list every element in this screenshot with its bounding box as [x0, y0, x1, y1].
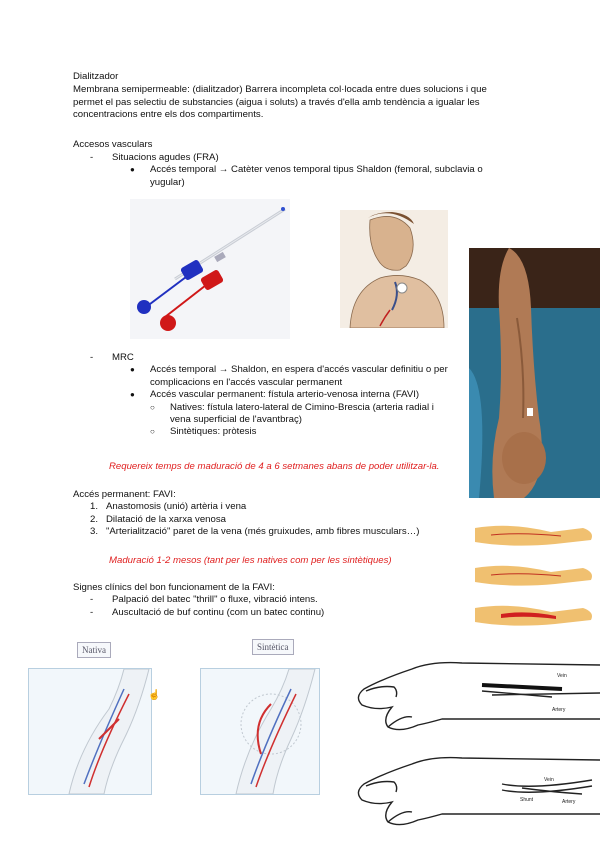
list-item: ○ Sintètiques: pròtesis [150, 426, 257, 438]
list-item: - Auscultació de buf continu (com un batec continu) [90, 606, 325, 618]
list-accesos-mrc [90, 352, 470, 439]
native-fistula-illustration [28, 668, 152, 795]
signes-list [73, 594, 473, 619]
list-item: 2. Dilatació de la xarxa venosa [90, 513, 226, 525]
red-note: Maduració 1-2 mesos (tant per les natives com per les sintètiques) [109, 555, 392, 566]
list-item: ● Accés temporal → Shaldon, en espera d'accés vascular definitiu o per complicacions en l'accés vascular permanent [130, 364, 448, 388]
section-title: Signes clínics del bon funcionament de la FAVI: [73, 582, 275, 593]
section-favi [73, 489, 473, 539]
favi-list [73, 501, 473, 538]
list-item: - Situacions agudes (FRA) [90, 152, 219, 163]
hand-cursor-icon: ☝ [148, 690, 161, 701]
bullet-icon: ● [130, 390, 135, 400]
section-title: Accesos vasculars [73, 139, 153, 150]
circle-bullet-icon: ○ [150, 402, 155, 412]
list-item: ● Accés temporal → Catèter venos temporal tipus Shaldon (femoral, subclavia o yugular) [130, 164, 483, 188]
list-item: - Palpació del batec "thrill" o fluxe, vibració intens. [90, 594, 318, 606]
vein-label: Vein [557, 673, 567, 679]
sublist [90, 364, 470, 438]
patient-catheter-image [340, 210, 448, 328]
sublist [90, 164, 500, 189]
list-item: ○ Natives: fístula latero-lateral de Cimino-Brescia (arteria radial i vena superficial de l'avantbraç) [150, 401, 434, 426]
synthetic-fistula-illustration [200, 668, 320, 795]
list-item: ● Accés vascular permanent: fístula arterio-venosa interna (FAVI) [130, 389, 420, 401]
list-item: 1. Anastomosis (unió) artèria i vena [90, 501, 247, 513]
bullet-icon: ● [130, 165, 135, 175]
artery-label: Artery [552, 707, 566, 713]
fistula-hand-diagrams [352, 655, 600, 848]
shunt-label: Shunt [520, 797, 534, 803]
anastomosis-illustrations [471, 518, 600, 640]
paragraph-line: permet el pas selectiu de substancies (aigua i soluts) a través d'ella amb tendència a igualar les [73, 96, 480, 108]
list-accesos-agudes [90, 152, 500, 189]
sublist [130, 402, 470, 439]
synthetic-label: Sintètica [252, 639, 294, 655]
forearm-fistula-photo [469, 248, 600, 498]
section-accesos [73, 139, 473, 151]
artery-label: Artery [562, 799, 576, 805]
section-title: Accés permanent: FAVI: [73, 489, 176, 500]
red-note: Requereix temps de maduració de 4 a 6 setmanes abans de poder utilitzar-la. [109, 461, 440, 472]
list-item: - MRC [90, 352, 134, 363]
bullet-icon: ● [130, 365, 135, 375]
circle-bullet-icon: ○ [150, 427, 155, 437]
native-label: Nativa [77, 642, 111, 658]
section-dialitzador [73, 71, 513, 122]
section-signes [73, 582, 473, 619]
catheter-image [130, 199, 290, 339]
section-title: Dialitzador [73, 71, 119, 82]
list-item: 3. "Arterialització" paret de la vena (més gruixudes, amb fibres musculars…) [90, 526, 420, 538]
vein-label: Vein [544, 777, 554, 783]
paragraph-line: concentracions entre els dos compartiments. [73, 109, 264, 121]
paragraph-line: Membrana semipermeable: (dialitzador) Barrera incompleta col·locada entre dues solucions i que [73, 84, 487, 96]
